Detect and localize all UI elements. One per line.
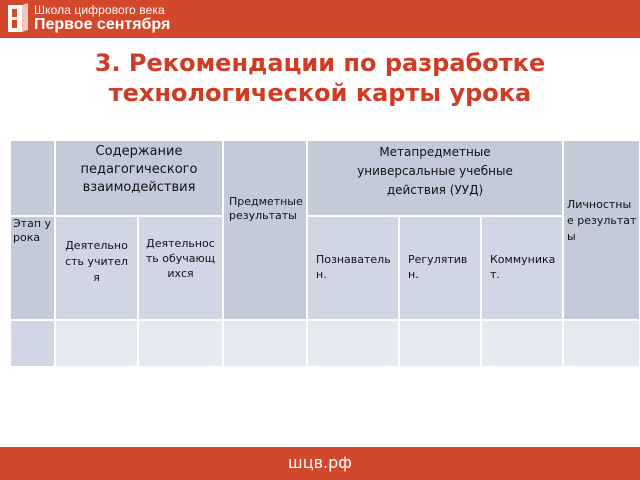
cognitive-body-cell [307, 320, 399, 367]
uud-group-header [307, 140, 563, 216]
teacher-header-label: Деятельность учителя [65, 239, 128, 284]
regulative-header-cell [399, 216, 481, 320]
footer-site-link[interactable]: шцв.рф [288, 453, 352, 472]
regulative-header-label: Регулятивн. [408, 253, 468, 281]
personal-results-label: Личностные результаты [567, 198, 637, 243]
communicative-header-label: Коммуникат. [490, 253, 556, 281]
subject-results-header [223, 140, 307, 320]
stage-body-cell [10, 320, 55, 367]
communicative-header-cell [481, 216, 563, 320]
brand-line-2: Первое сентября [34, 15, 171, 33]
uud-group-label: Метапредметные универсальные учебные действия (УУД) [357, 145, 513, 197]
teacher-header-cell [55, 216, 138, 320]
student-body-cell [138, 320, 223, 367]
cognitive-header-cell [307, 216, 399, 320]
slide-title: 3. Рекомендации по разработке технологической карты урока [94, 49, 546, 107]
student-header-cell [138, 216, 223, 320]
interaction-group-header [55, 140, 223, 216]
table-corner-cell [10, 140, 55, 216]
communicative-body-cell [481, 320, 563, 367]
personal-body-cell [563, 320, 640, 367]
teacher-body-cell [55, 320, 138, 367]
subject-body-cell [223, 320, 307, 367]
regulative-body-cell [399, 320, 481, 367]
subject-results-label: Предметные результаты [229, 195, 303, 222]
cognitive-header-label: Познавательн. [316, 253, 391, 281]
stage-header-cell [10, 216, 55, 320]
personal-results-header [563, 140, 640, 320]
brand-line-1: Школа цифрового века [34, 2, 165, 17]
student-header-label: Деятельность обучающихся [145, 237, 216, 280]
stage-header-label: Этап урока [13, 217, 52, 244]
footer-bar [0, 447, 640, 480]
interaction-group-label: Содержание педагогического взаимодействия [80, 144, 198, 195]
